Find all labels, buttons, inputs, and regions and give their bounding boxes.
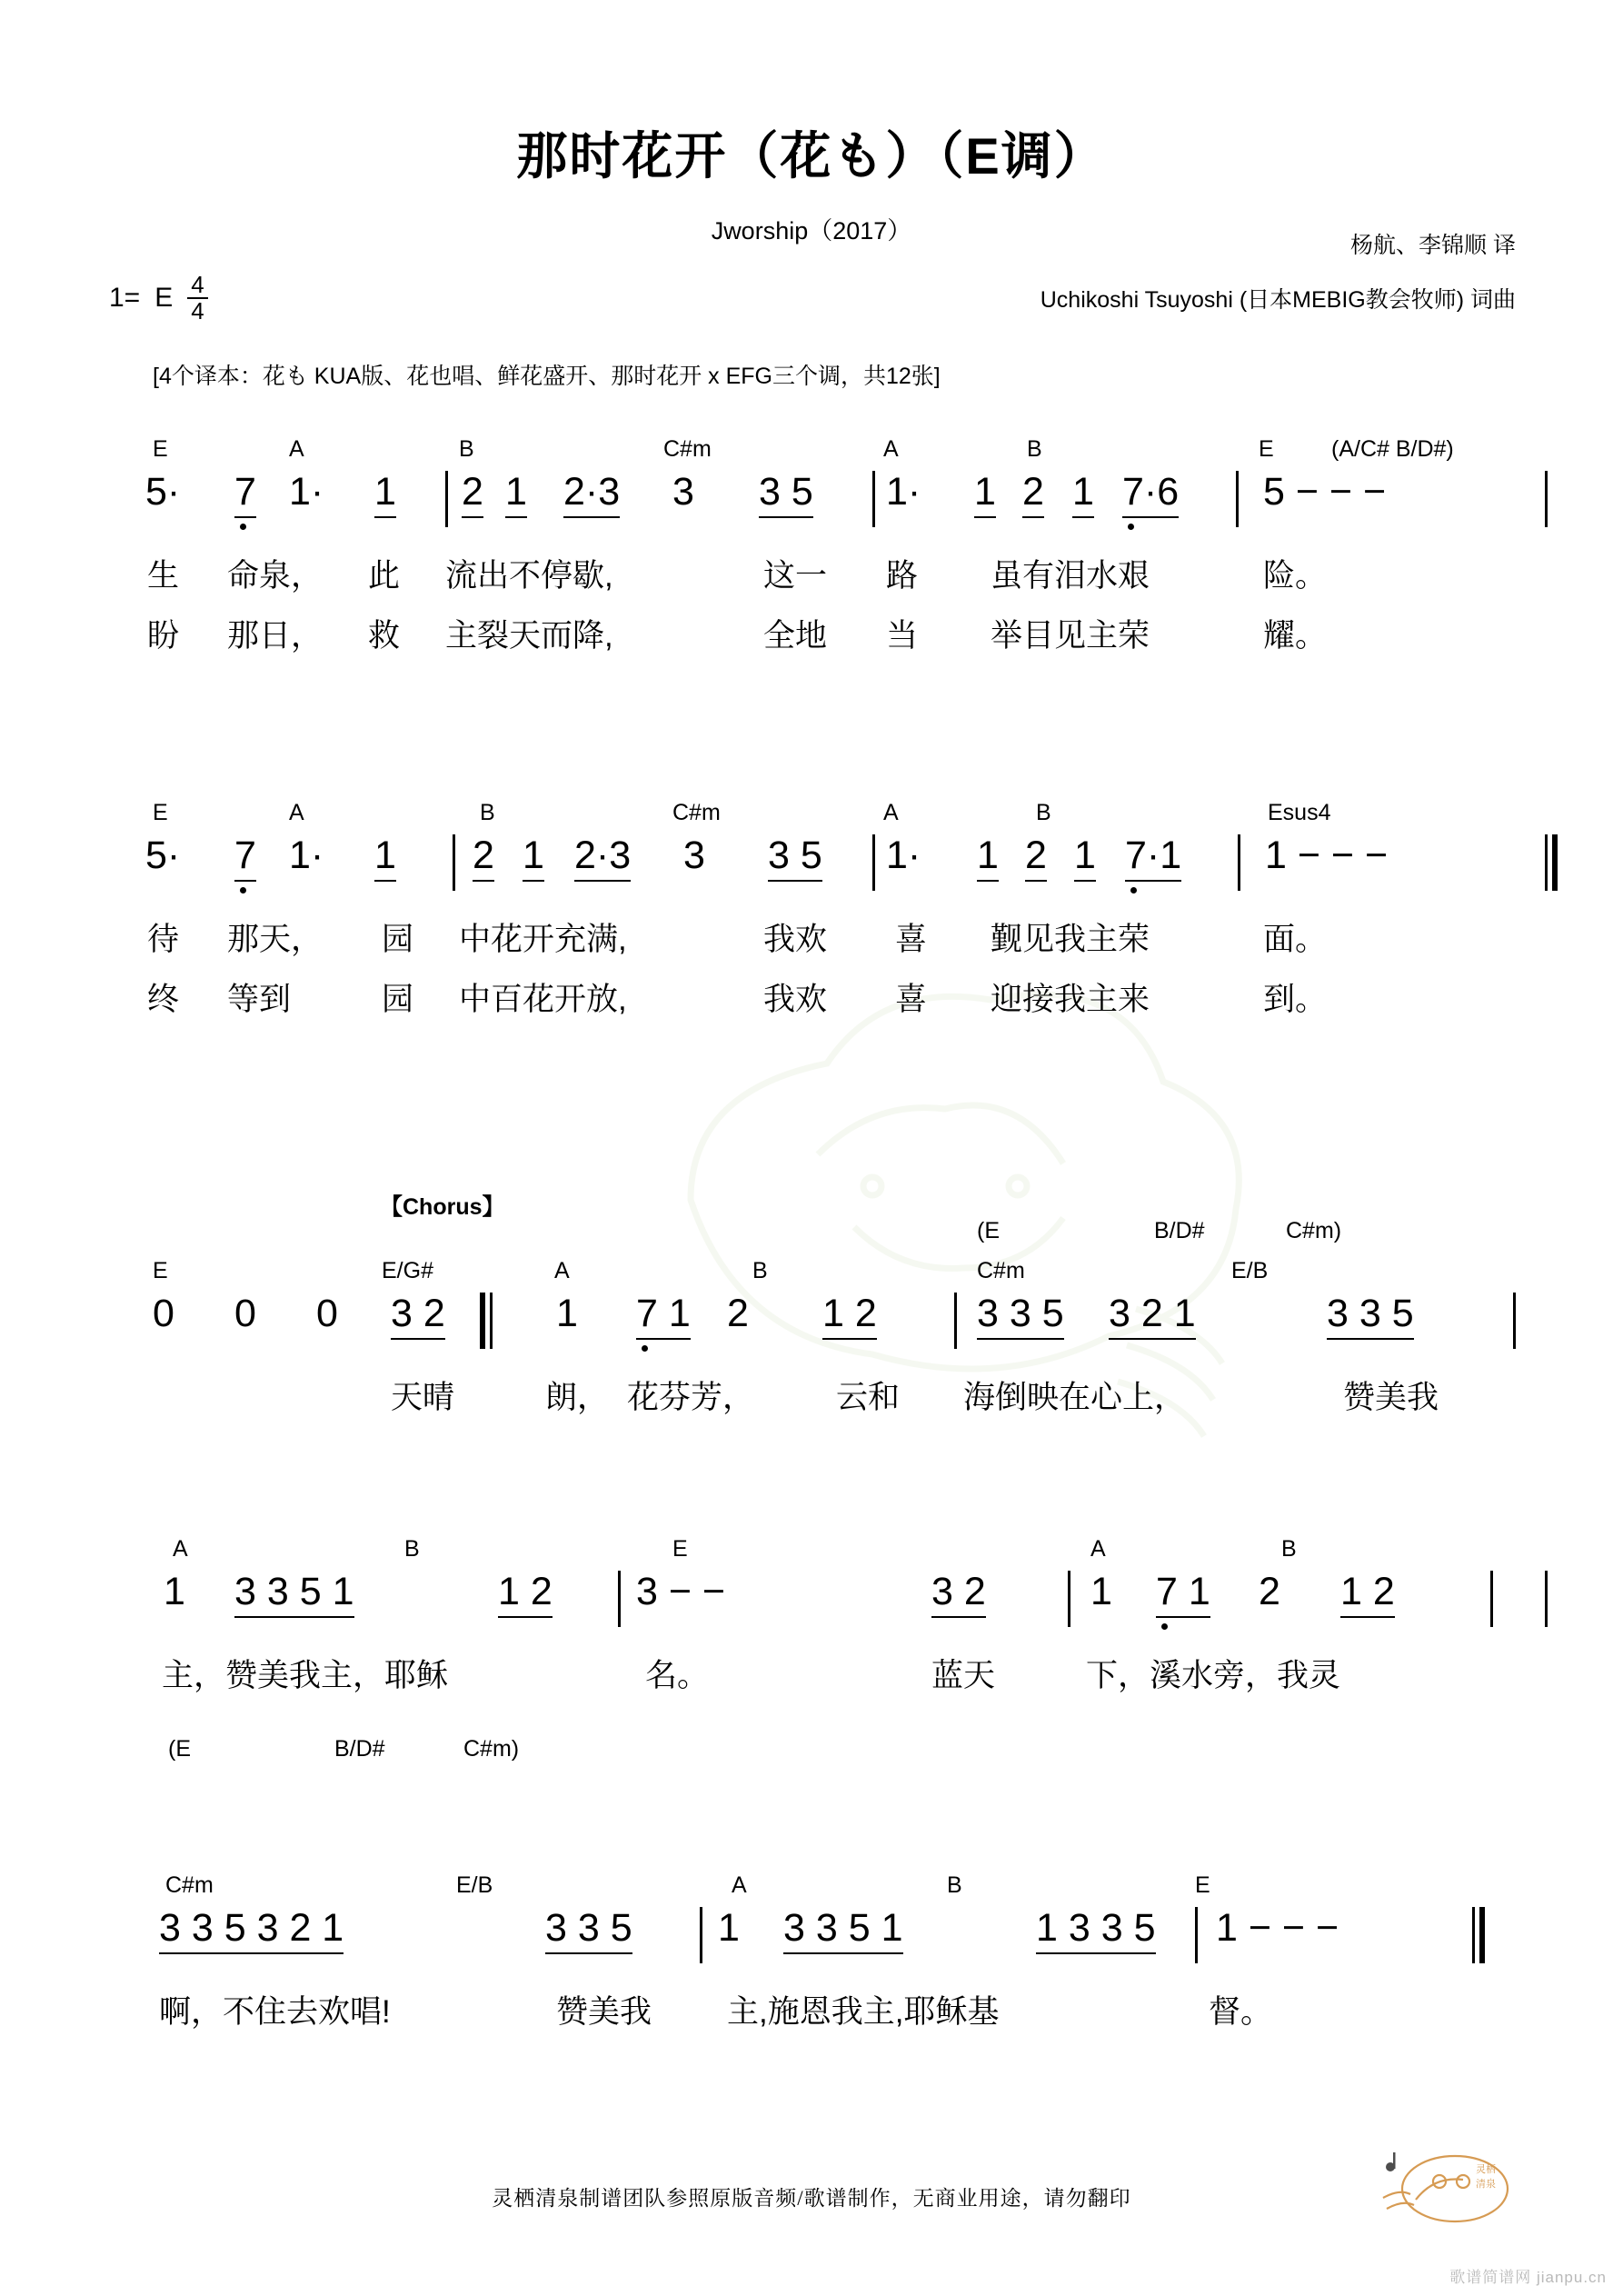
barline xyxy=(700,1907,702,1963)
lyric-text: 赞美我 xyxy=(556,1994,652,2030)
note-group: 2 xyxy=(1259,1570,1280,1613)
note-group: 3 3 5 xyxy=(545,1909,632,1954)
note-group: 2 xyxy=(473,836,494,882)
notation-row xyxy=(0,836,1623,914)
chord-label: E xyxy=(1259,436,1274,462)
lyric-text: 迎接我主来 xyxy=(991,982,1150,1017)
lyric-text: 到。 xyxy=(1263,982,1328,1017)
lyric-text: 朗， xyxy=(545,1380,610,1415)
chord-label: (E xyxy=(977,1218,1000,1243)
chord-label: Esus4 xyxy=(1268,800,1331,825)
lyric-text: 路 xyxy=(886,558,919,594)
note-group: 1 xyxy=(718,1906,740,1950)
lyric-text: 盼 xyxy=(147,618,180,654)
chord-label: E xyxy=(1195,1872,1210,1898)
chord-label: C#m xyxy=(672,800,721,825)
chord-label: C#m) xyxy=(463,1736,520,1762)
lyric-text: 下，溪水旁，我灵 xyxy=(1086,1658,1341,1693)
note-group: 3 3 5 xyxy=(1327,1294,1414,1340)
notation-row xyxy=(0,1906,1623,1987)
note-group: 3 3 5 xyxy=(977,1294,1064,1340)
edition-note: [4个译本：花も KUA版、花也唱、鲜花盛开、那时花开 x EFG三个调，共12张] xyxy=(153,364,941,389)
chord-label: C#m xyxy=(977,1258,1025,1283)
note-group: 1· xyxy=(289,470,324,514)
chord-label: E xyxy=(672,1536,688,1562)
lyric-row xyxy=(0,1373,1623,1427)
lyric-row xyxy=(0,914,1623,969)
lyric-text: 海倒映在心上， xyxy=(963,1380,1187,1415)
note-group: 0 xyxy=(153,1292,174,1335)
note-group: 1 xyxy=(974,473,996,518)
lyric-text: 耀。 xyxy=(1263,618,1328,654)
chord-label: A xyxy=(883,800,899,825)
chord-label: A xyxy=(289,800,304,825)
footer-note: 灵栖清泉制谱团队参照原版音频/歌谱制作，无商业用途，请勿翻印 xyxy=(492,2187,1131,2210)
chord-row xyxy=(0,436,1623,473)
chord-label: A xyxy=(732,1872,747,1898)
lyric-text: 我欢 xyxy=(763,982,828,1017)
lyric-text: 觐见我主荣 xyxy=(991,922,1150,957)
lyric-text: 园 xyxy=(382,922,414,957)
note-group: 1 xyxy=(374,836,396,882)
lyric-text: 此 xyxy=(368,558,401,594)
lyric-text: 中百花开放, xyxy=(459,982,627,1017)
barline xyxy=(1490,1571,1493,1627)
barline xyxy=(445,471,448,527)
chord-row xyxy=(0,1536,1623,1572)
music-system xyxy=(0,436,1623,665)
chord-label: B xyxy=(480,800,495,825)
final-barline xyxy=(1472,1907,1487,1963)
barline xyxy=(872,834,875,891)
barline xyxy=(1238,834,1240,891)
note-group: 0 xyxy=(234,1292,256,1335)
note-group: 2 xyxy=(1025,836,1047,882)
lyric-text: 名。 xyxy=(645,1658,710,1693)
chord-label: E/B xyxy=(456,1872,493,1898)
note-group: 2 xyxy=(1022,473,1044,518)
chord-label: E/G# xyxy=(382,1258,433,1283)
time-signature-numerator: 4 xyxy=(187,273,207,299)
chord-label: B xyxy=(404,1536,420,1562)
note-group: 1 2 xyxy=(498,1572,553,1618)
lyric-text: 主,施恩我主,耶稣基 xyxy=(727,1994,1000,2030)
note-group: 1· xyxy=(886,834,921,877)
lyric-text: 待 xyxy=(147,922,180,957)
barline xyxy=(1545,1571,1548,1627)
final-barline xyxy=(1545,834,1559,891)
chord-label: B/D# xyxy=(1154,1218,1205,1243)
note-group: 1 2 xyxy=(822,1294,877,1340)
octave-dot xyxy=(1161,1623,1168,1630)
note-group: 1 xyxy=(505,473,527,518)
lyric-text: 那日， xyxy=(227,618,324,654)
svg-text:灵栖: 灵栖 xyxy=(1476,2164,1496,2175)
note-group: 1 xyxy=(556,1292,578,1335)
chord-label: A xyxy=(173,1536,188,1562)
music-system xyxy=(0,1218,1623,1427)
subtitle: Jworship（2017） xyxy=(711,217,912,245)
note-group: 3 2 1 xyxy=(1109,1294,1196,1340)
key-label: 1= xyxy=(109,283,141,314)
lyric-text: 喜 xyxy=(895,982,928,1017)
watermark-credit: 歌谱简谱网 jianpu.cn xyxy=(1449,2269,1607,2286)
lyric-row xyxy=(0,1651,1623,1705)
note-group: 2 xyxy=(462,473,483,518)
note-group: 0 xyxy=(316,1292,338,1335)
note-group: 3 2 xyxy=(931,1572,986,1618)
chord-label: C#m xyxy=(663,436,712,462)
lyric-text: 云和 xyxy=(836,1380,901,1415)
lyric-text: 虽有泪水艰 xyxy=(991,558,1150,594)
note-group: 2·3 xyxy=(563,473,620,518)
chord-row xyxy=(0,800,1623,836)
chord-label: B xyxy=(752,1258,768,1283)
note-group: 3 xyxy=(683,834,705,877)
barline xyxy=(954,1293,957,1349)
note-group: 7·6 xyxy=(1122,473,1179,518)
lyric-text: 花芬芳， xyxy=(627,1380,755,1415)
lyric-text: 等到 xyxy=(227,982,292,1017)
lyric-text: 中花开充满, xyxy=(459,922,627,957)
octave-dot xyxy=(240,524,246,530)
lyric-text: 喜 xyxy=(895,922,928,957)
lyric-text: 流出不停歇, xyxy=(445,558,613,594)
lyric-text: 举目见主荣 xyxy=(991,618,1150,654)
note-group: 1· xyxy=(289,834,324,877)
lyric-text: 督。 xyxy=(1209,1994,1273,2030)
barline xyxy=(1545,471,1548,527)
note-group: 7·1 xyxy=(1125,836,1181,882)
chord-label: B xyxy=(947,1872,962,1898)
note-group: 3 3 5 3 2 1 xyxy=(159,1909,344,1954)
lyric-text: 我欢 xyxy=(763,922,828,957)
note-group: 7 1 xyxy=(636,1294,691,1340)
note-group: 5· xyxy=(145,470,181,514)
octave-dot xyxy=(1130,887,1137,893)
time-signature xyxy=(187,273,207,324)
chord-label: E/B xyxy=(1231,1258,1269,1283)
credit-composer: Uchikoshi Tsuyoshi (日本MEBIG教会牧师) 词曲 xyxy=(1040,287,1516,313)
note-group: 2·3 xyxy=(574,836,631,882)
note-group: 1 2 xyxy=(1340,1572,1395,1618)
credit-translators: 杨航、李锦顺 译 xyxy=(1350,233,1516,258)
barline xyxy=(1195,1907,1198,1963)
note-group: 1 xyxy=(523,836,544,882)
lyric-row xyxy=(0,974,1623,1029)
note-group: 3 5 xyxy=(759,473,813,518)
lyric-text: 这一 xyxy=(763,558,828,594)
note-group: 7 1 xyxy=(1156,1572,1210,1618)
barline xyxy=(618,1571,621,1627)
key-signature xyxy=(109,273,208,324)
lyric-text: 主，赞美我主，耶稣 xyxy=(162,1658,449,1693)
music-system xyxy=(0,1536,1623,1772)
lyric-row xyxy=(0,551,1623,605)
note-group: 1· xyxy=(886,470,921,514)
note-group: 3 5 xyxy=(768,836,822,882)
notation-row xyxy=(0,1572,1623,1651)
note-group: 1 xyxy=(977,836,999,882)
page-title: 那时花开（花も）（E调） xyxy=(516,127,1107,185)
note-group: 3 3 5 1 xyxy=(783,1909,903,1954)
chord-label: B xyxy=(1036,800,1051,825)
chord-label: E xyxy=(153,436,168,462)
note-group: 1 xyxy=(164,1570,185,1613)
alternate-chord-row xyxy=(0,1736,1623,1772)
barline xyxy=(872,471,875,527)
lyric-text: 终 xyxy=(147,982,180,1017)
note-group: 1 xyxy=(1090,1570,1112,1613)
chord-label: E xyxy=(153,1258,168,1283)
lyric-text: 啊，不住去欢唱! xyxy=(159,1994,391,2030)
chord-label: A xyxy=(883,436,899,462)
svg-text:清泉: 清泉 xyxy=(1476,2179,1496,2190)
chord-label: C#m) xyxy=(1286,1218,1342,1243)
lyric-text: 面。 xyxy=(1263,922,1328,957)
note-group: 1 3 3 5 xyxy=(1036,1909,1156,1954)
note-group: 7 xyxy=(234,836,256,882)
lyric-text: 全地 xyxy=(763,618,828,654)
time-signature-denominator: 4 xyxy=(191,297,204,325)
lyric-text: 险。 xyxy=(1263,558,1328,594)
chord-row xyxy=(0,1258,1623,1294)
chord-label: B xyxy=(459,436,474,462)
barline xyxy=(1068,1571,1070,1627)
lyric-text: 赞美我 xyxy=(1343,1380,1439,1415)
note-group: 1 xyxy=(1072,473,1094,518)
note-group: 3 xyxy=(672,470,694,514)
chord-label: E xyxy=(153,800,168,825)
note-group: 1 − − − xyxy=(1216,1906,1339,1950)
key-value: E xyxy=(154,283,174,314)
chord-label: A xyxy=(1090,1536,1106,1562)
chord-label: (A/C# B/D#) xyxy=(1331,436,1454,462)
chord-label: A xyxy=(289,436,304,462)
octave-dot xyxy=(240,887,246,893)
lyric-text: 生 xyxy=(147,558,180,594)
alternate-chord-row xyxy=(0,1218,1623,1258)
chord-label: B xyxy=(1027,436,1042,462)
barline xyxy=(453,834,455,891)
lyric-text: 当 xyxy=(886,618,919,654)
music-system xyxy=(0,1872,1623,2041)
lyric-text: 命泉， xyxy=(227,558,324,594)
lyric-row xyxy=(0,1987,1623,2041)
lyric-text: 救 xyxy=(368,618,401,654)
note-group: 5 − − − xyxy=(1263,470,1387,514)
lyric-row xyxy=(0,611,1623,665)
chord-label: B xyxy=(1281,1536,1297,1562)
lyric-text: 主裂天而降, xyxy=(445,618,613,654)
lyric-text: 蓝天 xyxy=(931,1658,996,1693)
music-system xyxy=(0,800,1623,1029)
barline xyxy=(1236,471,1239,527)
chorus-marker: 【Chorus】 xyxy=(380,1194,505,1220)
notation-row xyxy=(0,470,1623,551)
notation-row xyxy=(0,1294,1623,1373)
lyric-text: 那天， xyxy=(227,922,324,957)
octave-dot xyxy=(642,1345,648,1352)
lyric-text: 天晴 xyxy=(391,1380,455,1415)
note-group: 1 − − − xyxy=(1265,834,1389,877)
note-group: 2 xyxy=(727,1292,749,1335)
repeat-barline xyxy=(480,1293,494,1349)
publisher-stamp-icon xyxy=(1369,2145,1523,2232)
octave-dot xyxy=(1128,524,1134,530)
note-group: 3 3 5 1 xyxy=(234,1572,354,1618)
chord-label: (E xyxy=(168,1736,191,1762)
chord-label: B/D# xyxy=(334,1736,385,1762)
chord-row xyxy=(0,1872,1623,1909)
note-group: 3 2 xyxy=(391,1294,445,1340)
note-group: 3 − − xyxy=(636,1570,726,1613)
chord-label: C#m xyxy=(165,1872,214,1898)
note-group: 1 xyxy=(1074,836,1096,882)
barline xyxy=(1513,1293,1516,1349)
note-group: 1 xyxy=(374,473,396,518)
note-group: 5· xyxy=(145,834,181,877)
note-group: 7 xyxy=(234,473,256,518)
lyric-text: 园 xyxy=(382,982,414,1017)
chord-label: A xyxy=(554,1258,570,1283)
